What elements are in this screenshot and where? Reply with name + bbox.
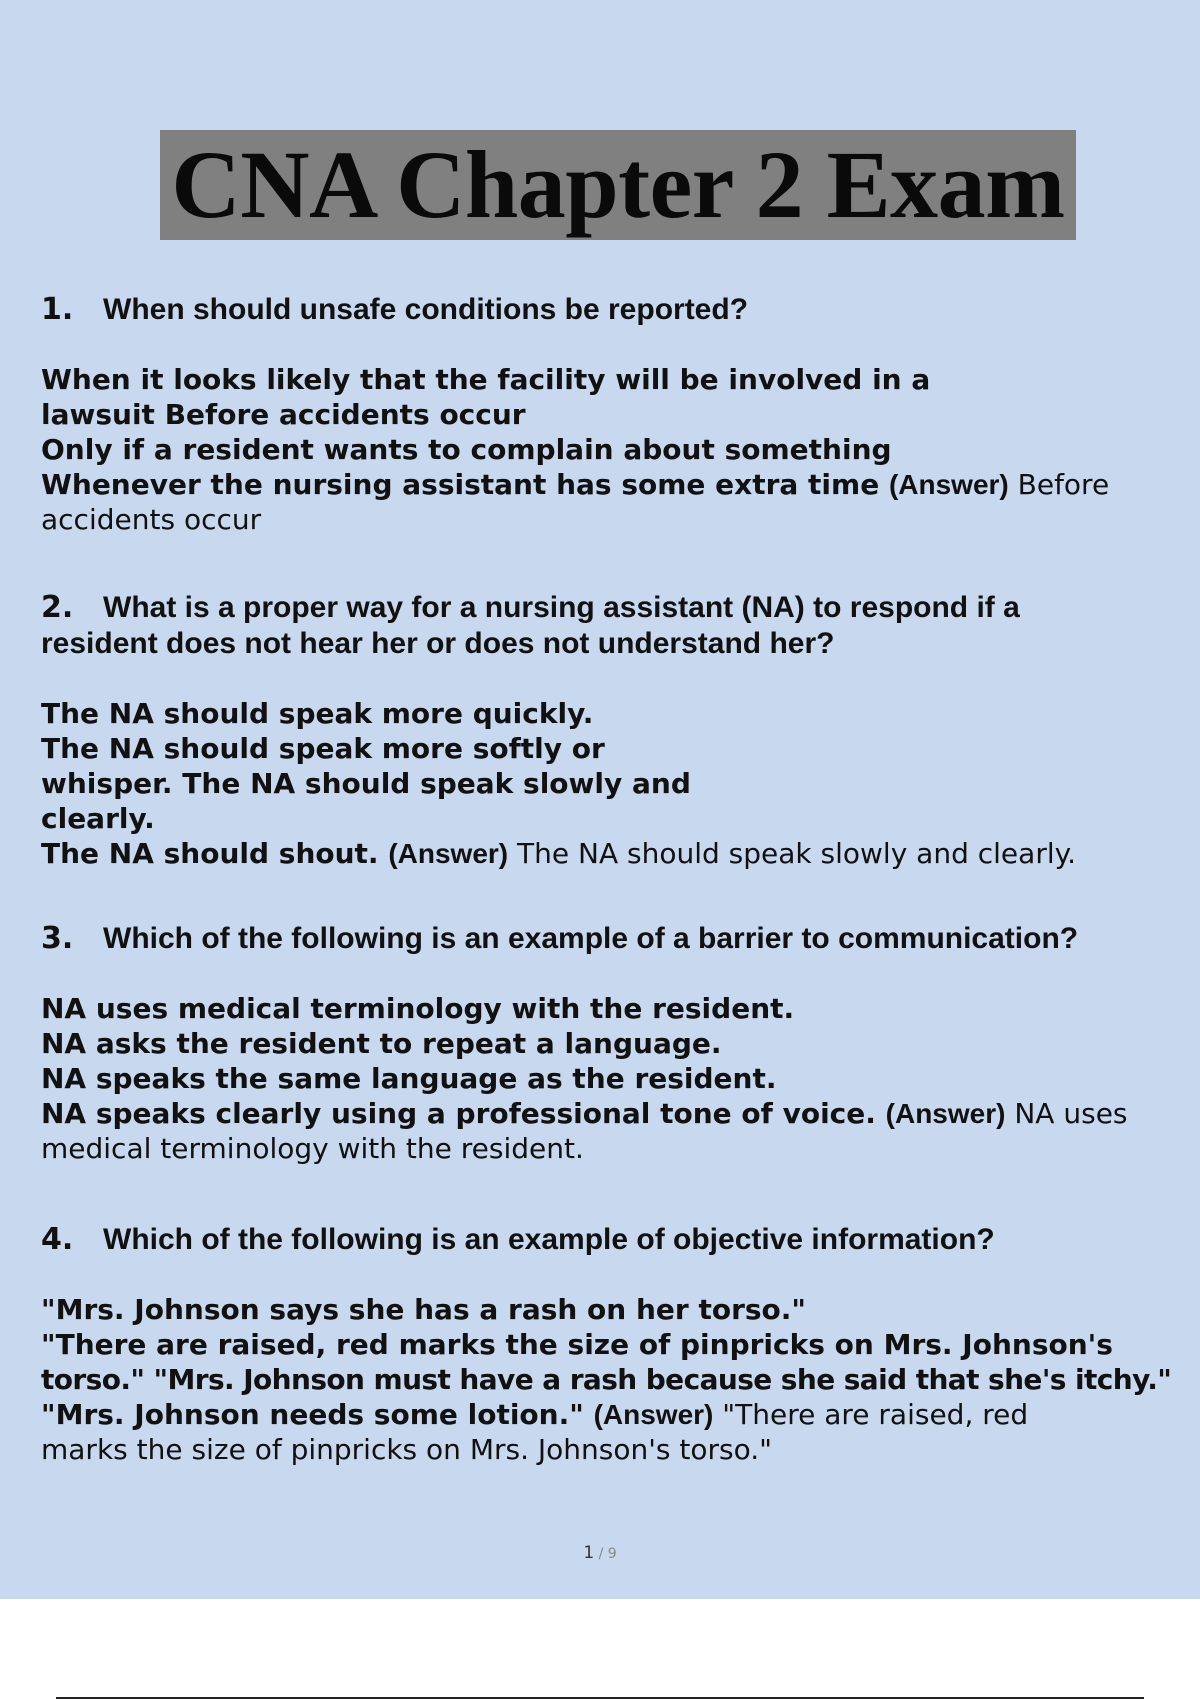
page-current: 1 (583, 1543, 595, 1563)
option-line: NA uses medical terminology with the resident. (41, 992, 795, 1025)
question-block-3 (41, 921, 1191, 1166)
question-block-4 (41, 1222, 1191, 1467)
option-line: "Mrs. Johnson says she has a rash on her torso." (41, 1293, 807, 1326)
option-line-with-answer (41, 1397, 1191, 1432)
option-text: Whenever the nursing assistant has some extra time (41, 468, 889, 501)
option-line-with-answer (41, 836, 1191, 871)
question-prompt: When should unsafe conditions be reported? (103, 293, 749, 326)
question-prompt: Which of the following is an example of objective information? (103, 1223, 995, 1256)
question-text (41, 921, 1191, 957)
option-text: The NA should shout. (41, 837, 389, 870)
question-block-1 (41, 292, 1191, 537)
answer-options (41, 362, 1191, 537)
page-total: / 9 (594, 1546, 617, 1562)
question-prompt: What is a proper way for a nursing assistant (NA) to respond if a (103, 591, 1020, 624)
answer-text-continued: medical terminology with the resident. (41, 1132, 584, 1165)
answer-options (41, 696, 1191, 871)
option-line-with-answer (41, 467, 1191, 502)
answer-text-continued: marks the size of pinpricks on Mrs. Johnson's torso." (41, 1433, 773, 1466)
answer-label: (Answer) (593, 1399, 714, 1430)
option-text: "Mrs. Johnson needs some lotion." (41, 1398, 594, 1431)
option-line: NA speaks the same language as the resident. (41, 1062, 777, 1095)
question-text (41, 1222, 1191, 1258)
answer-label: (Answer) (888, 469, 1009, 500)
question-number: 4. (41, 1222, 74, 1257)
answer-options (41, 1292, 1191, 1467)
option-line: clearly. (41, 802, 155, 835)
answer-text: The NA should speak slowly and clearly. (508, 837, 1077, 870)
option-line: When it looks likely that the facility will be involved in a (41, 363, 931, 396)
option-line: whisper. The NA should speak slowly and (41, 767, 691, 800)
answer-label: (Answer) (885, 1098, 1006, 1129)
page-title: CNA Chapter 2 Exam (171, 131, 1065, 238)
option-line: lawsuit Before accidents occur (41, 398, 526, 431)
option-line: torso." "Mrs. Johnson must have a rash because she said that she's itchy." (41, 1363, 1172, 1396)
question-block-2 (41, 590, 1191, 871)
page-number (0, 1543, 1200, 1563)
answer-text: NA uses (1005, 1097, 1128, 1130)
title-banner (160, 130, 1076, 240)
option-text: NA speaks clearly using a professional tone of voice. (41, 1097, 886, 1130)
option-line: The NA should speak more softly or (41, 732, 605, 765)
question-text (41, 292, 1191, 328)
question-number: 2. (41, 590, 74, 625)
option-line: NA asks the resident to repeat a language. (41, 1027, 722, 1060)
question-number: 3. (41, 921, 74, 956)
answer-text: "There are raised, red (713, 1398, 1029, 1431)
question-number: 1. (41, 292, 74, 327)
question-prompt: Which of the following is an example of a barrier to communication? (103, 922, 1079, 955)
option-line: "There are raised, red marks the size of pinpricks on Mrs. Johnson's (41, 1328, 1113, 1361)
question-text (41, 590, 1191, 662)
answer-text: Before (1008, 468, 1110, 501)
option-line-with-answer (41, 1096, 1191, 1131)
page-divider (56, 1697, 1144, 1699)
answer-text-continued: accidents occur (41, 503, 262, 536)
question-prompt-continued: resident does not hear her or does not understand her? (41, 627, 835, 660)
answer-options (41, 991, 1191, 1166)
answer-label: (Answer) (388, 838, 509, 869)
option-line: Only if a resident wants to complain about something (41, 433, 892, 466)
option-line: The NA should speak more quickly. (41, 697, 594, 730)
